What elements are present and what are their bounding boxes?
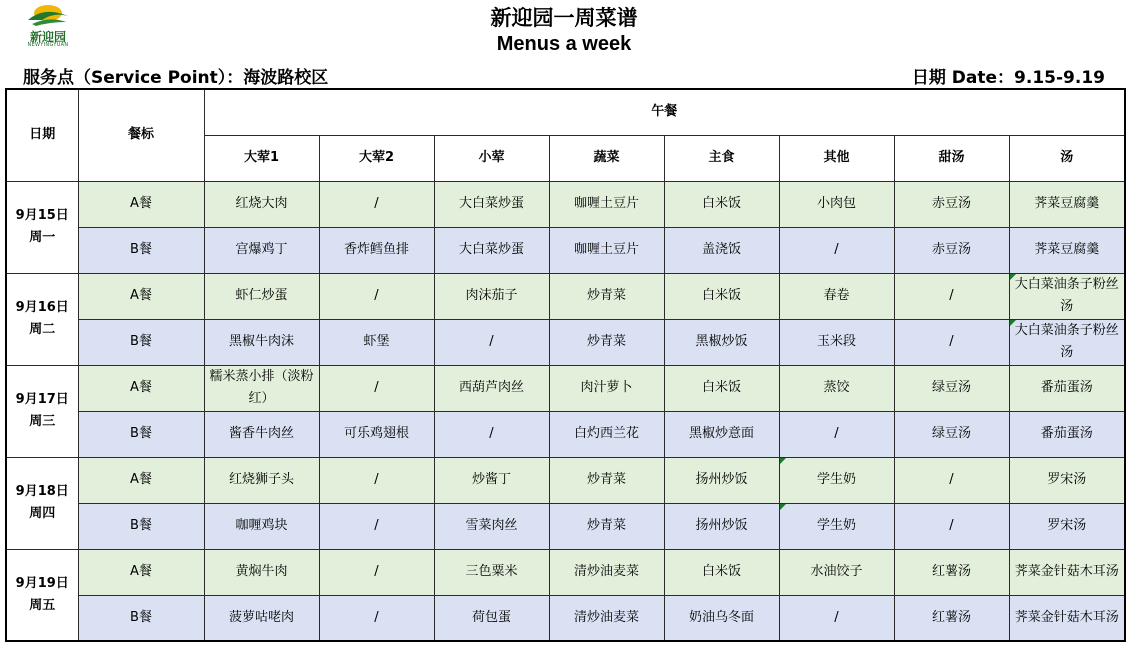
dish-cell: 红薯汤 bbox=[894, 549, 1009, 595]
meal-label: A餐 bbox=[78, 181, 204, 227]
dish-cell: 西葫芦肉丝 bbox=[434, 365, 549, 411]
dish-cell: 红烧狮子头 bbox=[204, 457, 319, 503]
header-column: 其他 bbox=[779, 135, 894, 181]
dish-cell: 水油饺子 bbox=[779, 549, 894, 595]
dish-cell: 大白菜炒蛋 bbox=[434, 227, 549, 273]
meal-label: B餐 bbox=[78, 595, 204, 641]
dish-cell: 糯米蒸小排（淡粉红） bbox=[204, 365, 319, 411]
dish-cell: / bbox=[779, 227, 894, 273]
dish-cell: 炒酱丁 bbox=[434, 457, 549, 503]
dish-cell: / bbox=[319, 457, 434, 503]
dish-cell: 虾堡 bbox=[319, 319, 434, 365]
dish-cell: 绿豆汤 bbox=[894, 365, 1009, 411]
dish-cell: 可乐鸡翅根 bbox=[319, 411, 434, 457]
day-date: 9月19日 bbox=[15, 575, 69, 591]
dish-cell: 红薯汤 bbox=[894, 595, 1009, 641]
dish-cell: 番茄蛋汤 bbox=[1009, 365, 1125, 411]
dish-cell: 蒸饺 bbox=[779, 365, 894, 411]
dish-cell: 荠菜豆腐羹 bbox=[1009, 181, 1125, 227]
dish-cell: 黑椒炒意面 bbox=[664, 411, 779, 457]
dish-cell: / bbox=[319, 503, 434, 549]
dish-cell: 白米饭 bbox=[664, 181, 779, 227]
table-row bbox=[6, 595, 1125, 641]
dish-cell: 红烧大肉 bbox=[204, 181, 319, 227]
dish-cell: 肉沫茄子 bbox=[434, 273, 549, 319]
service-point: 服务点（Service Point）：海波路校区 bbox=[23, 68, 329, 88]
day-weekday: 周三 bbox=[29, 414, 56, 429]
day-weekday: 周五 bbox=[29, 597, 56, 613]
header-day: 日期 bbox=[6, 89, 78, 181]
dish-cell: 扬州炒饭 bbox=[664, 457, 779, 503]
dish-cell: 盖浇饭 bbox=[664, 227, 779, 273]
meal-label: B餐 bbox=[78, 319, 204, 365]
dish-cell: 大白菜油条子粉丝汤 bbox=[1009, 319, 1125, 365]
dish-cell: 咖喱土豆片 bbox=[549, 227, 664, 273]
table-row bbox=[6, 319, 1125, 365]
dish-cell: 三色粟米 bbox=[434, 549, 549, 595]
header-column: 蔬菜 bbox=[549, 135, 664, 181]
header-column: 大荤2 bbox=[319, 135, 434, 181]
table-row bbox=[6, 549, 1125, 595]
header-column: 甜汤 bbox=[894, 135, 1009, 181]
day-cell bbox=[6, 457, 78, 549]
dish-cell: 春卷 bbox=[779, 273, 894, 319]
dish-cell: 白灼西兰花 bbox=[549, 411, 664, 457]
meal-label: A餐 bbox=[78, 457, 204, 503]
dish-cell: / bbox=[894, 457, 1009, 503]
dish-cell: / bbox=[319, 549, 434, 595]
header-column: 大荤1 bbox=[204, 135, 319, 181]
dish-cell: / bbox=[434, 411, 549, 457]
day-date: 9月16日 bbox=[15, 300, 69, 315]
header-column: 主食 bbox=[664, 135, 779, 181]
dish-cell: 荠菜金针菇木耳汤 bbox=[1009, 595, 1125, 641]
dish-cell: 奶油乌冬面 bbox=[664, 595, 779, 641]
logo-subtext: NEWYINGYUAN bbox=[27, 42, 69, 48]
header-meal: 餐标 bbox=[78, 89, 204, 181]
dish-cell: 白米饭 bbox=[664, 273, 779, 319]
table-row bbox=[6, 457, 1125, 503]
day-weekday: 周四 bbox=[29, 506, 56, 521]
logo-text: 新迎园 bbox=[29, 30, 66, 44]
dish-cell: 清炒油麦菜 bbox=[549, 549, 664, 595]
header-column: 汤 bbox=[1009, 135, 1125, 181]
dish-cell: 虾仁炒蛋 bbox=[204, 273, 319, 319]
dish-cell: 香炸鳕鱼排 bbox=[319, 227, 434, 273]
day-cell bbox=[6, 181, 78, 273]
dish-cell: 荷包蛋 bbox=[434, 595, 549, 641]
dish-cell: 小肉包 bbox=[779, 181, 894, 227]
dish-cell: 黑椒牛肉沫 bbox=[204, 319, 319, 365]
dish-cell: 炒青菜 bbox=[549, 457, 664, 503]
day-cell bbox=[6, 549, 78, 641]
dish-cell: 赤豆汤 bbox=[894, 181, 1009, 227]
dish-cell: 炒青菜 bbox=[549, 319, 664, 365]
dish-cell: / bbox=[434, 319, 549, 365]
dish-cell: 酱香牛肉丝 bbox=[204, 411, 319, 457]
dish-cell: / bbox=[319, 273, 434, 319]
dish-cell: 白米饭 bbox=[664, 365, 779, 411]
meal-label: A餐 bbox=[78, 273, 204, 319]
table-row bbox=[6, 411, 1125, 457]
dish-cell: 赤豆汤 bbox=[894, 227, 1009, 273]
dish-cell: / bbox=[779, 411, 894, 457]
meal-label: B餐 bbox=[78, 503, 204, 549]
dish-cell: 白米饭 bbox=[664, 549, 779, 595]
page-title: 新迎园一周菜谱 bbox=[490, 6, 638, 30]
dish-cell: 黄焖牛肉 bbox=[204, 549, 319, 595]
dish-cell: 黑椒炒饭 bbox=[664, 319, 779, 365]
meal-label: A餐 bbox=[78, 365, 204, 411]
header-column: 小荤 bbox=[434, 135, 549, 181]
dish-cell: 咖喱鸡块 bbox=[204, 503, 319, 549]
table-row bbox=[6, 503, 1125, 549]
dish-cell: / bbox=[319, 595, 434, 641]
day-cell bbox=[6, 365, 78, 457]
dish-cell: / bbox=[894, 319, 1009, 365]
dish-cell: 学生奶 bbox=[779, 457, 894, 503]
day-date: 9月18日 bbox=[15, 484, 69, 499]
day-weekday: 周一 bbox=[29, 230, 56, 245]
dish-cell: 炒青菜 bbox=[549, 273, 664, 319]
dish-cell: 学生奶 bbox=[779, 503, 894, 549]
dish-cell: / bbox=[894, 273, 1009, 319]
day-cell bbox=[6, 273, 78, 365]
dish-cell: 肉汁萝卜 bbox=[549, 365, 664, 411]
dish-cell: / bbox=[779, 595, 894, 641]
table-row bbox=[6, 227, 1125, 273]
dish-cell: 清炒油麦菜 bbox=[549, 595, 664, 641]
dish-cell: 宫爆鸡丁 bbox=[204, 227, 319, 273]
dish-cell: 雪菜肉丝 bbox=[434, 503, 549, 549]
header-lunch: 午餐 bbox=[204, 89, 1125, 135]
meal-label: B餐 bbox=[78, 227, 204, 273]
dish-cell: / bbox=[319, 181, 434, 227]
dish-cell: / bbox=[319, 365, 434, 411]
day-date: 9月17日 bbox=[15, 392, 69, 407]
dish-cell: 菠萝咕咾肉 bbox=[204, 595, 319, 641]
dish-cell: 番茄蛋汤 bbox=[1009, 411, 1125, 457]
menu-table bbox=[5, 88, 1126, 642]
dish-cell: 罗宋汤 bbox=[1009, 503, 1125, 549]
day-date: 9月15日 bbox=[15, 208, 69, 223]
dish-cell: 绿豆汤 bbox=[894, 411, 1009, 457]
date-range: 日期 Date：9.15-9.19 bbox=[911, 68, 1105, 88]
dish-cell: 大白菜油条子粉丝汤 bbox=[1009, 273, 1125, 319]
table-row bbox=[6, 181, 1125, 227]
day-weekday: 周二 bbox=[29, 322, 56, 337]
dish-cell: 大白菜炒蛋 bbox=[434, 181, 549, 227]
dish-cell: / bbox=[894, 503, 1009, 549]
dish-cell: 荠菜豆腐羹 bbox=[1009, 227, 1125, 273]
dish-cell: 炒青菜 bbox=[549, 503, 664, 549]
dish-cell: 扬州炒饭 bbox=[664, 503, 779, 549]
table-row bbox=[6, 365, 1125, 411]
dish-cell: 荠菜金针菇木耳汤 bbox=[1009, 549, 1125, 595]
dish-cell: 罗宋汤 bbox=[1009, 457, 1125, 503]
meal-label: B餐 bbox=[78, 411, 204, 457]
meal-label: A餐 bbox=[78, 549, 204, 595]
page-subtitle: Menus a week bbox=[496, 33, 632, 55]
dish-cell: 玉米段 bbox=[779, 319, 894, 365]
dish-cell: 咖喱土豆片 bbox=[549, 181, 664, 227]
table-row bbox=[6, 273, 1125, 319]
